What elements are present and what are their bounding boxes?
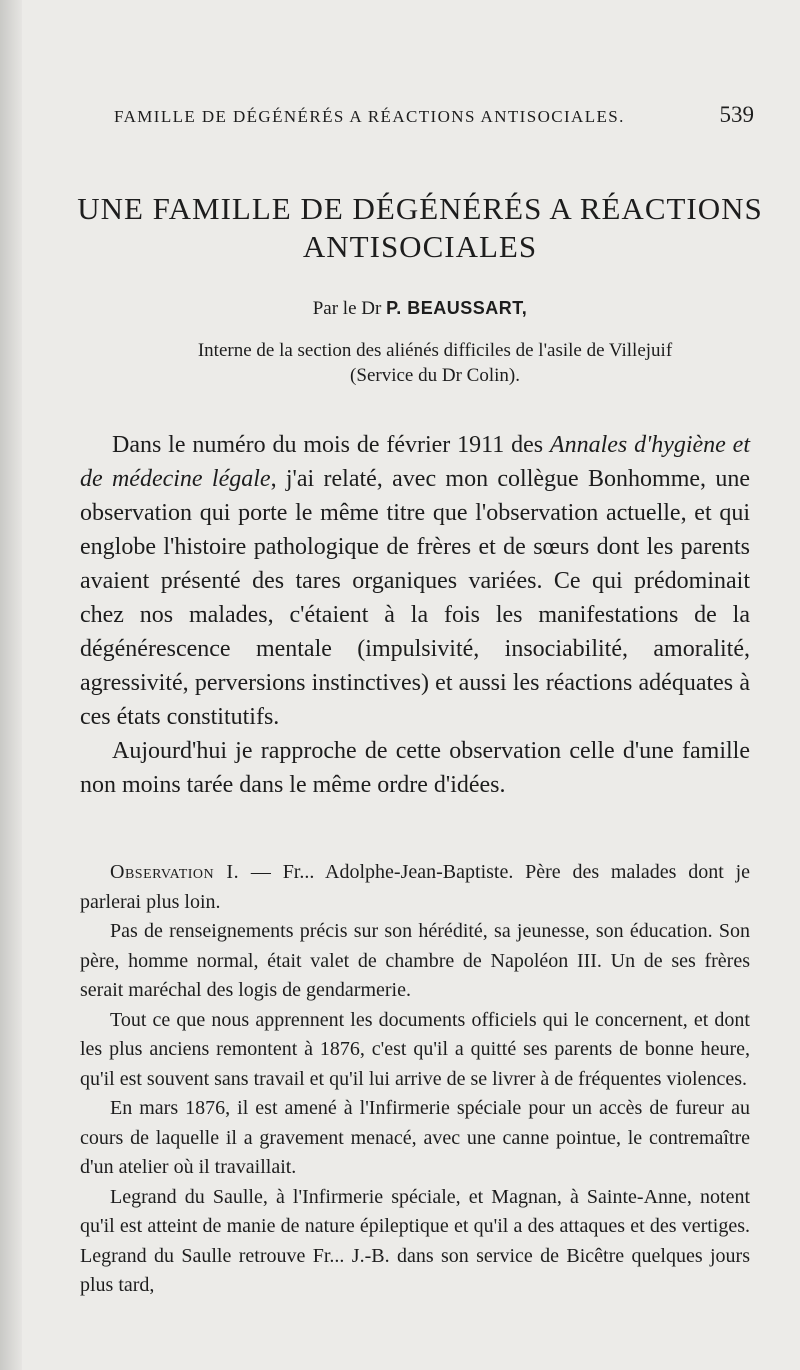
article-title — [60, 190, 780, 266]
intro-paragraph-1 — [80, 428, 750, 734]
intro-text-after: , j'ai relaté, avec mon collègue Bonhomme, une observation qui porte le même titre que l'observation actuelle, et qui englobe l'histoire pathologique de frères et de sœurs dont les parents avaient présenté des tares organiques variées. Ce qui prédominait chez nos malades, c'étaient à la fois les manifestations de la dégénérescence mentale (impulsivité, insociabilité, amoralité, agressivité, perversions instinctives) et aussi les réactions adéquates à ces états constitutifs. — [80, 466, 750, 730]
page-gutter-shadow — [0, 0, 22, 1370]
author-affiliation — [80, 338, 790, 388]
running-head — [114, 102, 754, 128]
byline — [60, 298, 780, 320]
running-head-title: FAMILLE DE DÉGÉNÉRÉS A RÉACTIONS ANTISOCIALES. — [114, 107, 625, 126]
article-title-line-2: ANTISOCIALES — [302, 229, 538, 264]
article-title-line-1: UNE FAMILLE DE DÉGÉNÉRÉS A RÉACTIONS — [77, 191, 763, 226]
observation-paragraph-5: Legrand du Saulle, à l'Infirmerie spéciale, et Magnan, à Sainte-Anne, notent qu'il est atteint de manie de nature épileptique et qu'il a des attaques et des vertiges. Legrand du Saulle retrouve Fr... J.-B. dans son service de Bicêtre quelques jours plus tard, — [80, 1185, 750, 1296]
observation-paragraph-2: Pas de renseignements précis sur son hérédité, sa jeunesse, son éducation. Son père, homme normal, était valet de chambre de Napoléon III. Un de ses frères serait maréchal des logis de gendarmerie. — [80, 920, 750, 1001]
intro-paragraph-2: Aujourd'hui je rapproche de cette observation celle d'une famille non moins tarée dans le même ordre d'idées. — [80, 738, 750, 798]
observation-paragraph-3: Tout ce que nous apprennent les documents officiels qui le concernent, et dont les plus anciens remontent à 1876, c'est qu'il a quitté ses parents de bonne heure, qu'il est souvent sans travail et qu'il lui arrive de se livrer à de fréquentes violences. — [80, 1008, 750, 1090]
observation-paragraph-4: En mars 1876, il est amené à l'Infirmerie spéciale pour un accès de fureur au cours de laquelle il a gravement menacé, avec une canne pointue, le contremaître d'un atelier où il travaillait. — [80, 1097, 750, 1178]
page-number: 539 — [719, 102, 754, 127]
author-name: P. BEAUSSART, — [386, 298, 528, 318]
intro-text-before: Dans le numéro du mois de février 1911 des — [112, 432, 550, 458]
observation-subject: Fr... Adolphe-Jean-Baptiste. Père des malades dont je parlerai plus loin. — [80, 861, 751, 913]
journal-title: Annales d'hygiène et de médecine légale — [80, 432, 750, 492]
introduction — [80, 428, 750, 802]
byline-prefix: Par le Dr — [312, 298, 382, 319]
observation-section — [80, 858, 750, 1301]
observation-paragraph-1 — [80, 858, 750, 917]
observation-label: Observation I. — [110, 861, 240, 883]
observation-dash: — — [239, 861, 283, 883]
affiliation-line-2: (Service du Dr Colin). — [350, 365, 520, 386]
affiliation-line-1: Interne de la section des aliénés difficiles de l'asile de Villejuif — [197, 340, 673, 361]
